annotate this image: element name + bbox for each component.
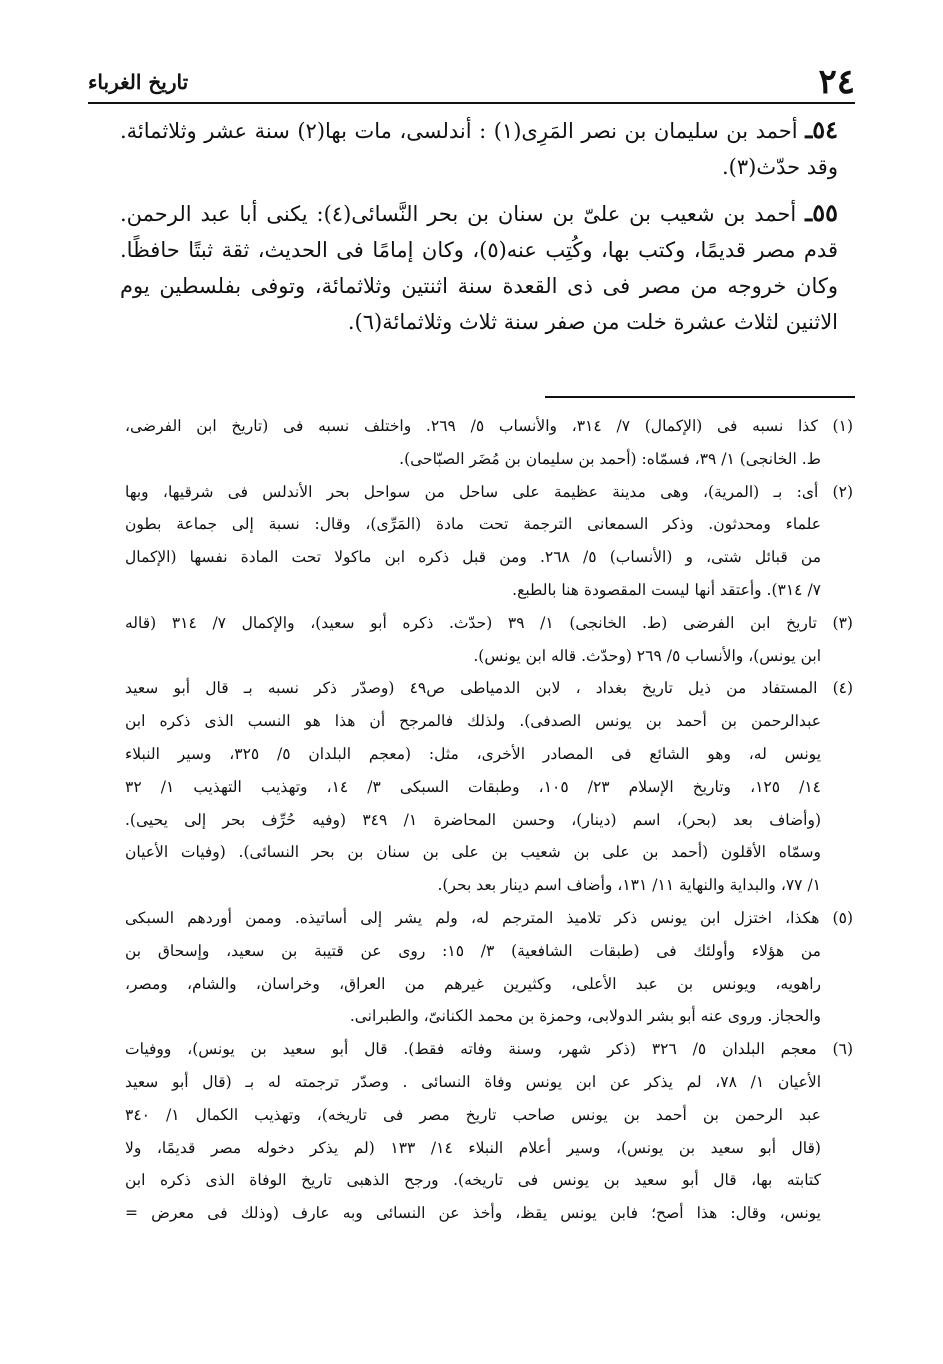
footnote-line: ابن يونس)، والأنساب ٥/ ٢٦٩ (وحدّث. قاله ابن يونس). bbox=[473, 646, 821, 665]
footnote-line: (وأضاف بعد (بحر)، اسم (دينار)، وحسن المحاضرة ١/ ٣٤٩ (وفيه حُرِّف بحر إلى يحيى). bbox=[125, 810, 821, 829]
footnote-line: كتابته بها، قال أبو سعيد بن يونس فى تاريخه). ورجح الذهبى تاريخ الوفاة الذى ذكره ابن bbox=[125, 1171, 821, 1190]
footnote-line: (٦) معجم البلدان ٥/ ٣٢٦ (ذكر شهر، وسنة وفاته فقط). قال أبو سعيد بن يونس)، ووفيات bbox=[125, 1040, 853, 1059]
footnote-line: ١/ ٧٧، والبداية والنهاية ١١/ ١٣١، وأضاف اسم دينار بعد بحر). bbox=[437, 876, 821, 895]
footnote-line: عبدالرحمن بن أحمد بن يونس الصدفى). ولذلك فالمرجح أن هذا هو النسب الذى ذكره ابن bbox=[125, 712, 821, 731]
footnote-line: (٥) هكذا، اختزل ابن يونس ذكر تلاميذ المترجم له، ولم يشر إلى أساتيذه. وممن أوردهم السبكى bbox=[125, 908, 853, 927]
footnote-line: (قال أبو سعيد بن يونس)، وسير أعلام النبلاء ١٤/ ١٣٣ (لم يذكر دخوله مصر قديمًا، ولا bbox=[125, 1138, 821, 1157]
footnote-line: (١) كذا نسبه فى (الإكمال) ٧/ ٣١٤، والأنساب ٥/ ٢٦٩. واختلف نسبه فى (تاريخ ابن الفرضى، bbox=[125, 417, 853, 435]
footnote-separator bbox=[545, 396, 855, 398]
footnote-line: يونس له، وهو الشائع فى المصادر الأخرى، مثل: (معجم البلدان ٥/ ٣٢٥، وسير النبلاء bbox=[125, 744, 822, 763]
entry-number: ٥٥ـ bbox=[805, 198, 838, 227]
footnote-line: ١٤/ ١٢٥، وتاريخ الإسلام ٢٣/ ١٠٥، وطبقات السبكى ٣/ ١٤، وتهذيب التهذيب ١/ ٣٢ bbox=[125, 777, 822, 796]
entry-line: قدم مصر قديمًا، وكتب بها، وكُتِب عنه(٥)، وكان إمامًا فى الحديث، ثقة ثبتًا حافظًا. bbox=[120, 238, 838, 262]
entry-55 bbox=[120, 195, 838, 340]
running-title: تاريخ الغرباء bbox=[88, 70, 189, 94]
entry-line: الاثنين لثلاث عشرة خلت من صفر سنة ثلاث وثلاثمائة(٦). bbox=[347, 310, 838, 334]
footnote-line: يونس، وقال: هذا أصح؛ فابن يونس يقظ، وأخذ عن النسائى وبه عارف (وذلك فى معرض = bbox=[125, 1204, 821, 1223]
footnote-line: من هؤلاء وأولئك فى (طبقات الشافعية) ٣/ ١٥: روى عن قتيبة بن سعيد، وإسحاق بن bbox=[125, 941, 821, 960]
page-header bbox=[88, 62, 855, 104]
footnote-line: الأعيان ١/ ٧٨، لم يذكر عن ابن يونس وفاة النسائى . وصدّر ترجمته له بـ (قال أبو سعيد bbox=[125, 1072, 821, 1091]
footnote-line: علماء ومحدثون. وذكر السمعانى الترجمة تحت مادة (المَرِّى)، وقال: نسبة إلى جماعة بطون bbox=[125, 515, 821, 534]
footnote-line: عبد الرحمن بن أحمد بن يونس صاحب تاريخ مصر فى تاريخه)، وتهذيب الكمال ١/ ٣٤٠ bbox=[125, 1105, 821, 1124]
entry-line: وقد حدّث(٣). bbox=[721, 155, 838, 179]
footnote-line: وسمّاه الأقلون (أحمد بن على بن شعيب بن على بن سنان بن بحر النسائى). (وفيات الأعيان bbox=[125, 843, 821, 862]
footnote-5 bbox=[125, 902, 853, 1033]
footnote-line: والحجاز. وروى عنه أبو بشر الدولابى، وحمزة بن محمد الكنانىّ، والطبرانى. bbox=[349, 1007, 821, 1026]
entry-54 bbox=[120, 112, 838, 185]
main-text bbox=[120, 112, 838, 350]
footnote-line: راهويه، ويونس بن عبد الأعلى، وكثيرين غيرهم من العراق، وخراسان، والشام، ومصر، bbox=[125, 974, 821, 993]
footnote-line: ط. الخانجى) ١/ ٣٩، فسمّاه: (أحمد بن سليمان بن مُضَر الصبّاحى). bbox=[399, 449, 821, 468]
footnote-line: (٤) المستفاد من ذيل تاريخ بغداد ، لابن الدمياطى ص٤٩ (وصدّر ذكر نسبه بـ قال أبو سعيد bbox=[125, 679, 853, 698]
footnote-2 bbox=[125, 476, 853, 607]
footnote-1 bbox=[125, 410, 853, 476]
entry-line: وكان خروجه من مصر فى ذى القعدة سنة اثنتين وثلاثمائة، وتوفى بفلسطين يوم bbox=[120, 274, 838, 298]
entry-number: ٥٤ـ bbox=[805, 115, 838, 144]
footnote-6 bbox=[125, 1033, 853, 1230]
footnote-line: (٣) تاريخ ابن الفرضى (ط. الخانجى) ١/ ٣٩ (حدّث. ذكره أبو سعيد)، والإكمال ٧/ ٣١٤ (قاله bbox=[125, 613, 853, 632]
footnote-3 bbox=[125, 607, 853, 673]
entry-line: ٥٤ـ أحمد بن سليمان بن نصر المَرِى(١) : أندلسى، مات بها(٢) سنة عشر وثلاثمائة. bbox=[120, 115, 838, 144]
page-number: ٢٤ bbox=[818, 62, 855, 102]
footnotes bbox=[125, 410, 853, 1230]
footnote-line: ٧/ ٣١٤). وأعتقد أنها ليست المقصودة هنا بالطبع. bbox=[512, 580, 821, 599]
footnote-line: من قبائل شتى، و (الأنساب) ٥/ ٢٦٨. ومن قبل ذكره ابن ماكولا تحت المادة نفسها (الإكمال bbox=[125, 548, 821, 567]
footnote-4 bbox=[125, 672, 853, 902]
footnote-line: (٢) أى: بـ (المرية)، وهى مدينة عظيمة على ساحل من سواحل بحر الأندلس فى شرقيها، وبها bbox=[125, 482, 853, 501]
entry-line: ٥٥ـ أحمد بن شعيب بن علىّ بن سنان بن بحر النَّسائى(٤): يكنى أبا عبد الرحمن. bbox=[120, 198, 838, 227]
